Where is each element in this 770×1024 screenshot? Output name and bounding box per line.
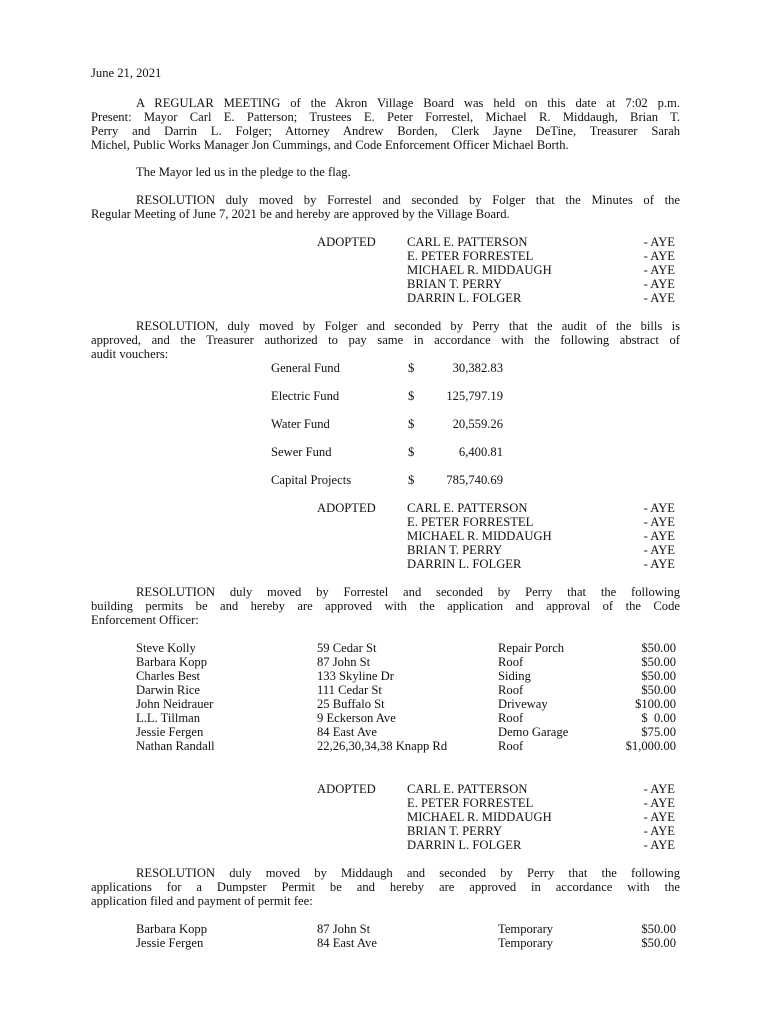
voter-name: DARRIN L. FOLGER: [407, 291, 522, 305]
paragraph-line: applications for a Dumpster Permit be and hereby are approved in accordance with the: [91, 880, 680, 894]
table-row: [136, 725, 676, 739]
paragraph-line: Regular Meeting of June 7, 2021 be and hereby are approved by the Village Board.: [91, 207, 510, 221]
permit-fee: $50.00: [641, 669, 676, 683]
permit-type: Repair Porch: [498, 641, 565, 655]
permit-address: 25 Buffalo St: [317, 697, 385, 711]
vote-value: - AYE: [643, 515, 675, 529]
vote-value: - AYE: [643, 277, 675, 291]
fund-name: Electric Fund: [271, 389, 340, 403]
vote-value: - AYE: [643, 529, 675, 543]
permit-address: 22,26,30,34,38 Knapp Rd: [317, 739, 448, 753]
opening-paragraph: [91, 96, 680, 152]
resolution-dumpster-permits: [91, 866, 680, 908]
fund-name: Sewer Fund: [271, 445, 332, 459]
voter-name: DARRIN L. FOLGER: [407, 557, 522, 571]
permit-address: 87 John St: [317, 922, 371, 936]
fund-currency: $: [408, 473, 415, 487]
permit-type: Siding: [498, 669, 531, 683]
paragraph-line: RESOLUTION duly moved by Middaugh and seconded by Perry that the following: [136, 866, 680, 880]
vote-value: - AYE: [643, 543, 675, 557]
vote-value: - AYE: [643, 824, 675, 838]
paragraph-line: application filed and payment of permit fee:: [91, 894, 313, 908]
permit-address: 111 Cedar St: [317, 683, 382, 697]
vote-block-3: [317, 782, 675, 852]
voter-name: CARL E. PATTERSON: [407, 235, 528, 249]
table-row: [136, 739, 676, 753]
permit-name: L.L. Tillman: [136, 711, 201, 725]
paragraph-line: Present: Mayor Carl E. Patterson; Trustees E. Peter Forrestel, Michael R. Middaugh, Brian T.: [91, 110, 680, 124]
vote-value: - AYE: [643, 235, 675, 249]
vote-value: - AYE: [643, 838, 675, 852]
permit-name: John Neidrauer: [136, 697, 214, 711]
permit-address: 59 Cedar St: [317, 641, 377, 655]
table-row: [136, 936, 676, 950]
fund-currency: $: [408, 389, 415, 403]
vote-value: - AYE: [643, 796, 675, 810]
permit-fee: $75.00: [641, 725, 676, 739]
permit-type: Temporary: [498, 922, 554, 936]
permit-type: Roof: [498, 711, 524, 725]
voter-name: MICHAEL R. MIDDAUGH: [407, 810, 552, 824]
voter-name: DARRIN L. FOLGER: [407, 838, 522, 852]
fund-amount: 785,740.69: [446, 473, 503, 487]
permit-fee: $50.00: [641, 922, 676, 936]
permit-name: Steve Kolly: [136, 641, 196, 655]
permit-fee: $1,000.00: [625, 739, 676, 753]
voter-name: E. PETER FORRESTEL: [407, 249, 534, 263]
table-row: [136, 711, 676, 725]
permit-name: Charles Best: [136, 669, 201, 683]
paragraph-line: RESOLUTION, duly moved by Folger and seconded by Perry that the audit of the bills is: [136, 319, 680, 333]
permit-fee: $ 0.00: [641, 711, 676, 725]
permit-type: Roof: [498, 683, 524, 697]
vote-value: - AYE: [643, 782, 675, 796]
permit-type: Roof: [498, 655, 524, 669]
adopted-label: ADOPTED: [317, 501, 376, 515]
paragraph-line: RESOLUTION duly moved by Forrestel and seconded by Perry that the following: [136, 585, 680, 599]
permit-address: 9 Eckerson Ave: [317, 711, 396, 725]
fund-amount: 20,559.26: [452, 417, 503, 431]
permit-fee: $50.00: [641, 655, 676, 669]
paragraph-line: RESOLUTION duly moved by Forrestel and seconded by Folger that the Minutes of the: [136, 193, 680, 207]
voter-name: E. PETER FORRESTEL: [407, 515, 534, 529]
table-row: [136, 683, 676, 697]
voter-name: BRIAN T. PERRY: [407, 277, 503, 291]
table-row: [136, 669, 676, 683]
permit-type: Temporary: [498, 936, 554, 950]
fund-currency: $: [408, 445, 415, 459]
fund-name: Water Fund: [271, 417, 330, 431]
vote-value: - AYE: [643, 263, 675, 277]
permit-fee: $50.00: [641, 683, 676, 697]
permit-type: Demo Garage: [498, 725, 569, 739]
vote-block-1: [317, 235, 675, 305]
permit-name: Nathan Randall: [136, 739, 215, 753]
vote-value: - AYE: [643, 810, 675, 824]
permit-name: Barbara Kopp: [136, 922, 207, 936]
vote-value: - AYE: [643, 501, 675, 515]
permit-type: Roof: [498, 739, 524, 753]
vote-value: - AYE: [643, 557, 675, 571]
permit-type: Driveway: [498, 697, 548, 711]
voter-name: BRIAN T. PERRY: [407, 824, 503, 838]
voter-name: MICHAEL R. MIDDAUGH: [407, 529, 552, 543]
vote-block-2: [317, 501, 675, 571]
voter-name: CARL E. PATTERSON: [407, 501, 528, 515]
paragraph-line: Enforcement Officer:: [91, 613, 199, 627]
paragraph-line: building permits be and hereby are approved with the application and approval of the Code: [91, 599, 680, 613]
voter-name: MICHAEL R. MIDDAUGH: [407, 263, 552, 277]
table-row: [136, 697, 676, 711]
permit-address: 87 John St: [317, 655, 371, 669]
fund-name: Capital Projects: [271, 473, 352, 487]
paragraph-line: A REGULAR MEETING of the Akron Village Board was held on this date at 7:02 p.m.: [136, 96, 680, 110]
resolution-minutes: [91, 193, 680, 221]
permit-address: 84 East Ave: [317, 725, 377, 739]
permit-address: 84 East Ave: [317, 936, 377, 950]
voter-name: E. PETER FORRESTEL: [407, 796, 534, 810]
paragraph-line: approved, and the Treasurer authorized to pay same in accordance with the following abstract of: [91, 333, 680, 347]
permit-name: Jessie Fergen: [136, 936, 204, 950]
permit-fee: $100.00: [635, 697, 676, 711]
fund-amount: 6,400.81: [458, 445, 503, 459]
permit-name: Jessie Fergen: [136, 725, 204, 739]
fund-amount: 30,382.83: [452, 361, 503, 375]
paragraph-line: Michel, Public Works Manager Jon Cummings, and Code Enforcement Officer Michael Borth.: [91, 138, 569, 152]
paragraph-line: Perry and Darrin L. Folger; Attorney Andrew Borden, Clerk Jayne DeTine, Treasurer Sarah: [91, 124, 680, 138]
table-row: [136, 641, 676, 655]
vote-value: - AYE: [643, 291, 675, 305]
meeting-date: June 21, 2021: [91, 66, 162, 80]
permit-name: Barbara Kopp: [136, 655, 207, 669]
table-row: [136, 655, 676, 669]
fund-currency: $: [408, 417, 415, 431]
pledge-text: The Mayor led us in the pledge to the flag.: [136, 165, 351, 179]
vote-value: - AYE: [643, 249, 675, 263]
permit-address: 133 Skyline Dr: [317, 669, 394, 683]
fund-currency: $: [408, 361, 415, 375]
paragraph-line: audit vouchers:: [91, 347, 169, 361]
permit-fee: $50.00: [641, 936, 676, 950]
voter-name: CARL E. PATTERSON: [407, 782, 528, 796]
voter-name: BRIAN T. PERRY: [407, 543, 503, 557]
fund-name: General Fund: [271, 361, 340, 375]
table-row: [136, 922, 676, 936]
adopted-label: ADOPTED: [317, 782, 376, 796]
fund-amount: 125,797.19: [446, 389, 503, 403]
adopted-label: ADOPTED: [317, 235, 376, 249]
resolution-building-permits: [91, 585, 680, 627]
resolution-audit: [91, 319, 680, 361]
permit-name: Darwin Rice: [136, 683, 200, 697]
permit-fee: $50.00: [641, 641, 676, 655]
